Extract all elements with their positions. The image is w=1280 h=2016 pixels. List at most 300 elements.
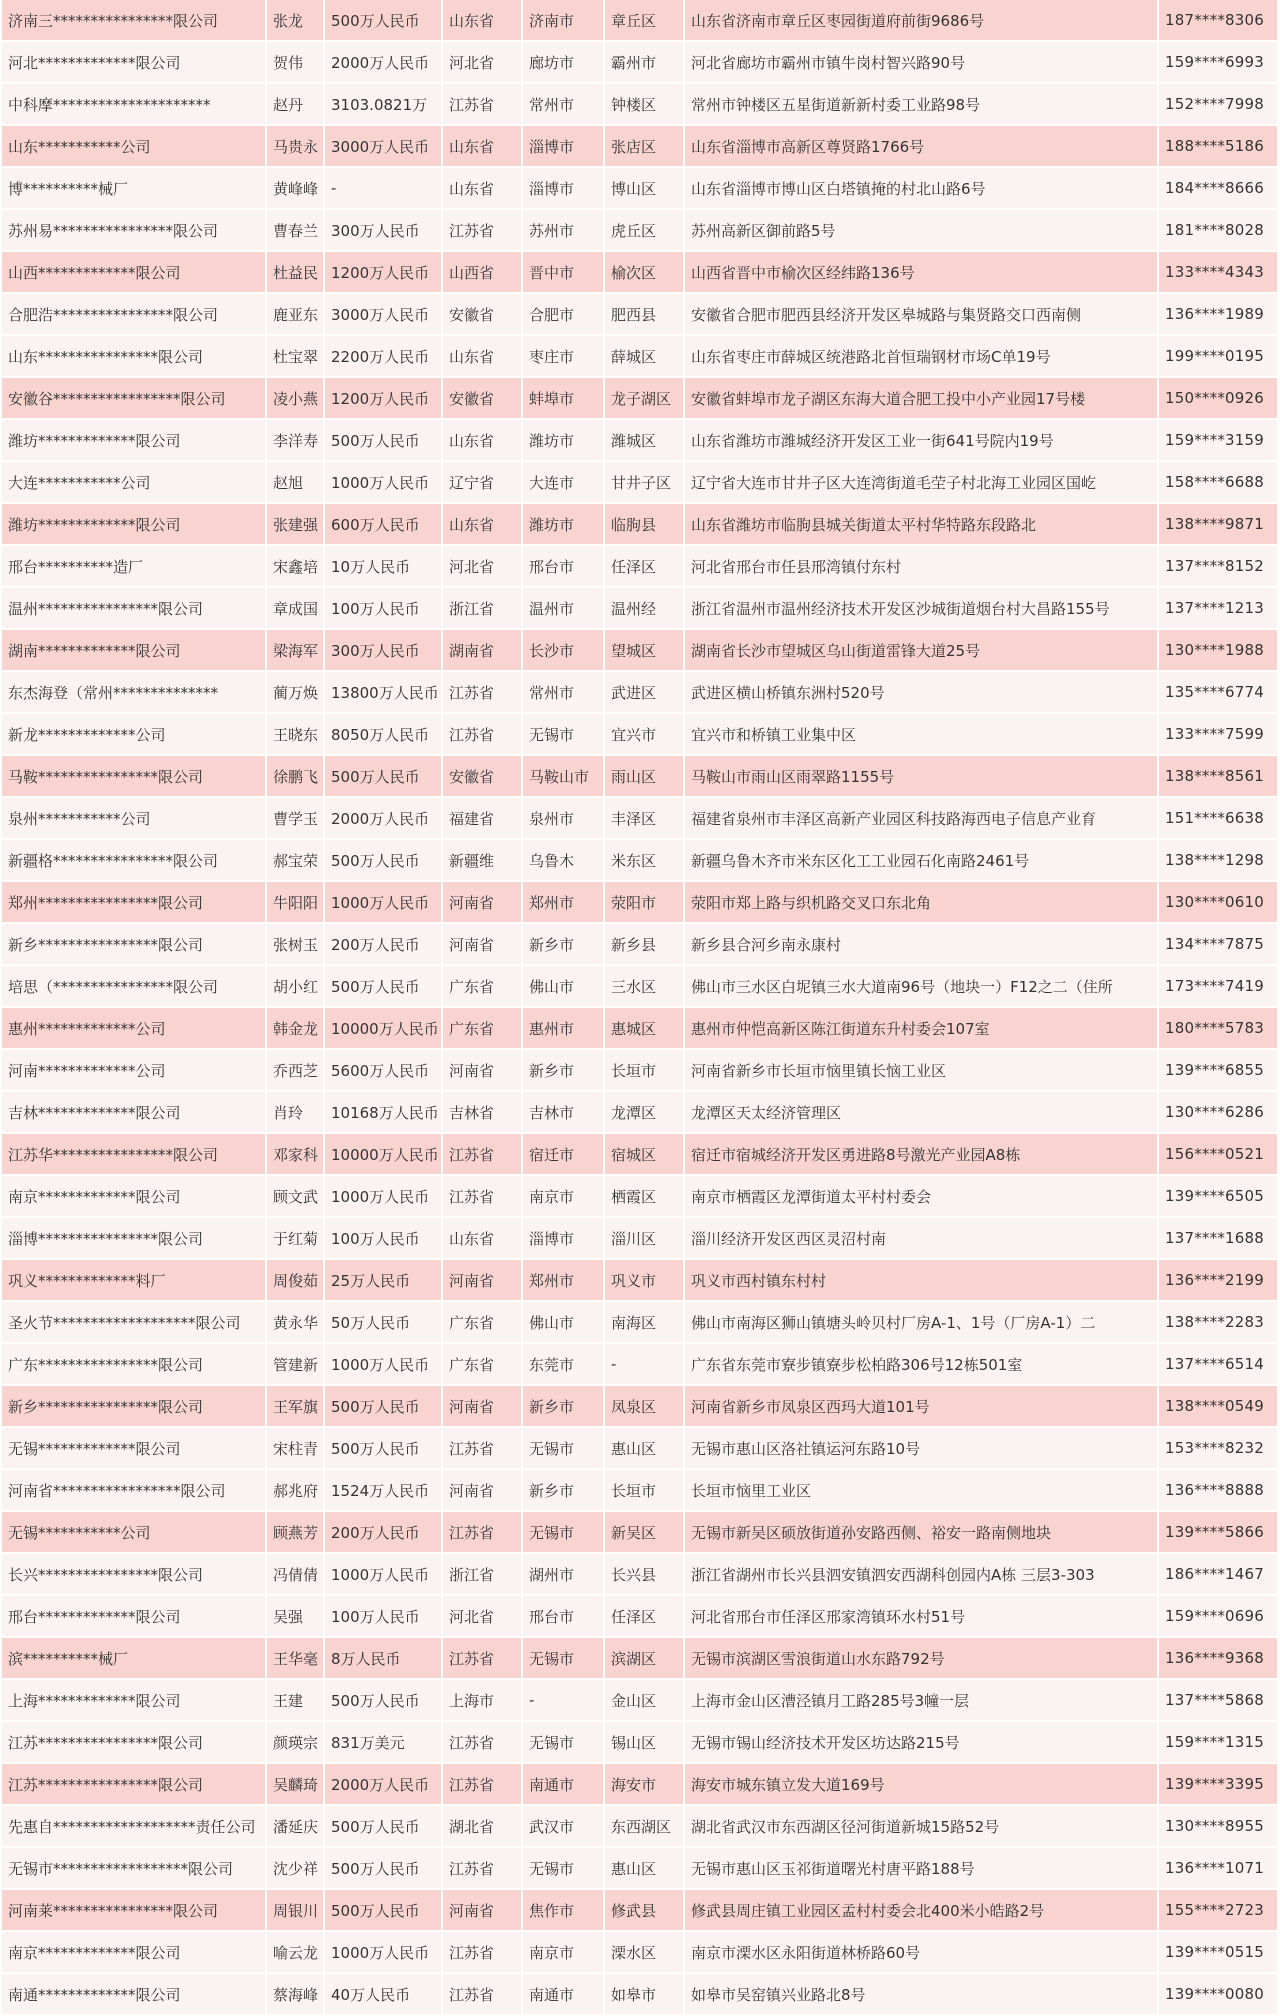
province-cell: 广东省 [442, 1301, 522, 1343]
address-cell: 武进区横山桥镇东洲村520号 [684, 671, 1158, 713]
province-cell: 江苏省 [442, 1637, 522, 1679]
address-cell: 修武县周庄镇工业园区孟村村委会北400米小皓路2号 [684, 1889, 1158, 1931]
province-cell: 河南省 [442, 1259, 522, 1301]
contact-name-cell: 颜瑛宗 [266, 1721, 324, 1763]
province-cell: 河南省 [442, 923, 522, 965]
phone-cell: 136****1989 [1158, 293, 1278, 335]
company-name-cell: 无锡***********公司 [2, 1511, 266, 1553]
company-name-cell: 圣火节*******************限公司 [2, 1301, 266, 1343]
phone-cell: 181****8028 [1158, 209, 1278, 251]
province-cell: 山东省 [442, 167, 522, 209]
registered-capital-cell: 500万人民币 [324, 1805, 442, 1847]
contact-name-cell: 胡小红 [266, 965, 324, 1007]
contact-name-cell: 郝兆府 [266, 1469, 324, 1511]
contact-name-cell: 周银川 [266, 1889, 324, 1931]
address-cell: 山西省晋中市榆次区经纬路136号 [684, 251, 1158, 293]
district-cell: 凤泉区 [604, 1385, 684, 1427]
registered-capital-cell: 3000万人民币 [324, 293, 442, 335]
company-name-cell: 马鞍****************限公司 [2, 755, 266, 797]
address-cell: 无锡市锡山经济技术开发区坊达路215号 [684, 1721, 1158, 1763]
company-name-cell: 江苏****************限公司 [2, 1763, 266, 1805]
phone-cell: 138****2283 [1158, 1301, 1278, 1343]
registered-capital-cell: 300万人民币 [324, 629, 442, 671]
address-cell: 山东省济南市章丘区枣园街道府前街9686号 [684, 0, 1158, 41]
district-cell: 金山区 [604, 1679, 684, 1721]
phone-cell: 136****9368 [1158, 1637, 1278, 1679]
table-row [2, 1217, 1278, 1259]
city-cell: 佛山市 [522, 1301, 604, 1343]
table-row [2, 1301, 1278, 1343]
table-row [2, 881, 1278, 923]
district-cell: 榆次区 [604, 251, 684, 293]
company-name-cell: 中科摩********************* [2, 83, 266, 125]
table-row [2, 251, 1278, 293]
phone-cell: 138****8561 [1158, 755, 1278, 797]
contact-name-cell: 郝宝荣 [266, 839, 324, 881]
company-name-cell: 吉林*************限公司 [2, 1091, 266, 1133]
registered-capital-cell: 500万人民币 [324, 755, 442, 797]
phone-cell: 173****7419 [1158, 965, 1278, 1007]
table-row [2, 1511, 1278, 1553]
province-cell: 江苏省 [442, 1847, 522, 1889]
city-cell: 无锡市 [522, 1511, 604, 1553]
city-cell: 泉州市 [522, 797, 604, 839]
address-cell: 安徽省蚌埠市龙子湖区东海大道合肥工投中小产业园17号楼 [684, 377, 1158, 419]
registered-capital-cell: 8万人民币 [324, 1637, 442, 1679]
city-cell: 长沙市 [522, 629, 604, 671]
city-cell: 乌鲁木 [522, 839, 604, 881]
company-name-cell: 惠州*************公司 [2, 1007, 266, 1049]
phone-cell: 139****0515 [1158, 1931, 1278, 1973]
phone-cell: 136****8888 [1158, 1469, 1278, 1511]
address-cell: 山东省潍坊市临朐县城关街道太平村华特路东段路北 [684, 503, 1158, 545]
address-cell: 龙潭区天太经济管理区 [684, 1091, 1158, 1133]
contact-name-cell: 张树玉 [266, 923, 324, 965]
address-cell: 淄川经济开发区西区灵沼村南 [684, 1217, 1158, 1259]
city-cell: 无锡市 [522, 1721, 604, 1763]
district-cell: 章丘区 [604, 0, 684, 41]
district-cell: 新吴区 [604, 1511, 684, 1553]
registered-capital-cell: 500万人民币 [324, 0, 442, 41]
province-cell: 江苏省 [442, 1427, 522, 1469]
phone-cell: 184****8666 [1158, 167, 1278, 209]
company-name-cell: 广东****************限公司 [2, 1343, 266, 1385]
city-cell: 南通市 [522, 1973, 604, 2015]
district-cell: 宿城区 [604, 1133, 684, 1175]
province-cell: 山西省 [442, 251, 522, 293]
table-row [2, 1805, 1278, 1847]
city-cell: - [522, 1679, 604, 1721]
district-cell: 张店区 [604, 125, 684, 167]
registered-capital-cell: 3000万人民币 [324, 125, 442, 167]
phone-cell: 139****0080 [1158, 1973, 1278, 2015]
city-cell: 东莞市 [522, 1343, 604, 1385]
address-cell: 南京市栖霞区龙潭街道太平村村委会 [684, 1175, 1158, 1217]
address-cell: 湖北省武汉市东西湖区径河街道新城15路52号 [684, 1805, 1158, 1847]
phone-cell: 138****0549 [1158, 1385, 1278, 1427]
phone-cell: 137****8152 [1158, 545, 1278, 587]
city-cell: 合肥市 [522, 293, 604, 335]
registered-capital-cell: 100万人民币 [324, 1595, 442, 1637]
address-cell: 安徽省合肥市肥西县经济开发区皋城路与集贤路交口西南侧 [684, 293, 1158, 335]
company-name-cell: 南京*************限公司 [2, 1175, 266, 1217]
company-name-cell: 先惠自*******************责任公司 [2, 1805, 266, 1847]
registered-capital-cell: 2200万人民币 [324, 335, 442, 377]
address-cell: 浙江省温州市温州经济技术开发区沙城街道烟台村大昌路155号 [684, 587, 1158, 629]
contact-name-cell: 潘延庆 [266, 1805, 324, 1847]
table-row [2, 1637, 1278, 1679]
district-cell: 滨湖区 [604, 1637, 684, 1679]
phone-cell: 152****7998 [1158, 83, 1278, 125]
registered-capital-cell: 100万人民币 [324, 587, 442, 629]
contact-name-cell: 牛阳阳 [266, 881, 324, 923]
province-cell: 安徽省 [442, 293, 522, 335]
city-cell: 焦作市 [522, 1889, 604, 1931]
table-row [2, 1091, 1278, 1133]
district-cell: 三水区 [604, 965, 684, 1007]
registered-capital-cell: 1000万人民币 [324, 1553, 442, 1595]
company-name-cell: 东杰海登（常州************** [2, 671, 266, 713]
province-cell: 上海市 [442, 1679, 522, 1721]
table-row [2, 419, 1278, 461]
phone-cell: 156****0521 [1158, 1133, 1278, 1175]
registered-capital-cell: 100万人民币 [324, 1217, 442, 1259]
district-cell: 南海区 [604, 1301, 684, 1343]
contact-name-cell: 张建强 [266, 503, 324, 545]
province-cell: 江苏省 [442, 1511, 522, 1553]
province-cell: 新疆维 [442, 839, 522, 881]
district-cell: 海安市 [604, 1763, 684, 1805]
contact-name-cell: 王建 [266, 1679, 324, 1721]
province-cell: 江苏省 [442, 671, 522, 713]
contact-name-cell: 于红菊 [266, 1217, 324, 1259]
company-name-cell: 江苏华****************限公司 [2, 1133, 266, 1175]
province-cell: 广东省 [442, 1343, 522, 1385]
address-cell: 宿迁市宿城经济开发区勇进路8号激光产业园A8栋 [684, 1133, 1158, 1175]
province-cell: 河南省 [442, 1469, 522, 1511]
company-name-cell: 上海*************限公司 [2, 1679, 266, 1721]
city-cell: 济南市 [522, 0, 604, 41]
registered-capital-cell: 500万人民币 [324, 1847, 442, 1889]
company-name-cell: 湖南*************限公司 [2, 629, 266, 671]
district-cell: 雨山区 [604, 755, 684, 797]
province-cell: 山东省 [442, 0, 522, 41]
address-cell: 如皋市吴窑镇兴业路北8号 [684, 1973, 1158, 2015]
district-cell: 栖霞区 [604, 1175, 684, 1217]
registered-capital-cell: 1524万人民币 [324, 1469, 442, 1511]
table-row [2, 797, 1278, 839]
table-row [2, 629, 1278, 671]
province-cell: 江苏省 [442, 1931, 522, 1973]
table-row [2, 125, 1278, 167]
company-name-cell: 郑州****************限公司 [2, 881, 266, 923]
address-cell: 常州市钟楼区五星街道新新村委工业路98号 [684, 83, 1158, 125]
contact-name-cell: 曹春兰 [266, 209, 324, 251]
table-row [2, 1049, 1278, 1091]
registered-capital-cell: 500万人民币 [324, 419, 442, 461]
phone-cell: 130****0610 [1158, 881, 1278, 923]
province-cell: 江苏省 [442, 1763, 522, 1805]
district-cell: 任泽区 [604, 1595, 684, 1637]
registered-capital-cell: 40万人民币 [324, 1973, 442, 2015]
company-name-cell: 山东***********公司 [2, 125, 266, 167]
registered-capital-cell: 1000万人民币 [324, 881, 442, 923]
district-cell: 长兴县 [604, 1553, 684, 1595]
phone-cell: 199****0195 [1158, 335, 1278, 377]
phone-cell: 139****3395 [1158, 1763, 1278, 1805]
contact-name-cell: 杜益民 [266, 251, 324, 293]
district-cell: 米东区 [604, 839, 684, 881]
contact-name-cell: 蔺万焕 [266, 671, 324, 713]
phone-cell: 159****3159 [1158, 419, 1278, 461]
city-cell: 武汉市 [522, 1805, 604, 1847]
phone-cell: 188****5186 [1158, 125, 1278, 167]
contact-name-cell: 吴麟琦 [266, 1763, 324, 1805]
city-cell: 晋中市 [522, 251, 604, 293]
city-cell: 淄博市 [522, 1217, 604, 1259]
table-row [2, 713, 1278, 755]
address-cell: 无锡市惠山区玉祁街道曙光村唐平路188号 [684, 1847, 1158, 1889]
province-cell: 河南省 [442, 1385, 522, 1427]
province-cell: 江苏省 [442, 1973, 522, 2015]
address-cell: 新乡县合河乡南永康村 [684, 923, 1158, 965]
contact-name-cell: 李洋寿 [266, 419, 324, 461]
address-cell: 山东省潍坊市潍城经济开发区工业一街641号院内19号 [684, 419, 1158, 461]
registered-capital-cell: 200万人民币 [324, 923, 442, 965]
city-cell: 宿迁市 [522, 1133, 604, 1175]
company-name-cell: 邢台**********造厂 [2, 545, 266, 587]
phone-cell: 137****1688 [1158, 1217, 1278, 1259]
district-cell: 温州经 [604, 587, 684, 629]
address-cell: 河南省新乡市凤泉区西玛大道101号 [684, 1385, 1158, 1427]
registered-capital-cell: 500万人民币 [324, 839, 442, 881]
company-name-cell: 济南三****************限公司 [2, 0, 266, 41]
registered-capital-cell: 500万人民币 [324, 965, 442, 1007]
registered-capital-cell: 25万人民币 [324, 1259, 442, 1301]
company-name-cell: 南京*************限公司 [2, 1931, 266, 1973]
district-cell: 临朐县 [604, 503, 684, 545]
contact-name-cell: 黄峰峰 [266, 167, 324, 209]
district-cell: 惠山区 [604, 1427, 684, 1469]
table-row [2, 1595, 1278, 1637]
table-row [2, 293, 1278, 335]
phone-cell: 159****0696 [1158, 1595, 1278, 1637]
province-cell: 山东省 [442, 125, 522, 167]
contact-name-cell: 曹学玉 [266, 797, 324, 839]
table-row [2, 503, 1278, 545]
company-name-cell: 苏州易****************限公司 [2, 209, 266, 251]
province-cell: 江苏省 [442, 713, 522, 755]
contact-name-cell: 顾燕芳 [266, 1511, 324, 1553]
district-cell: 长垣市 [604, 1469, 684, 1511]
district-cell: 博山区 [604, 167, 684, 209]
city-cell: 大连市 [522, 461, 604, 503]
company-name-cell: 巩义*************料厂 [2, 1259, 266, 1301]
district-cell: 东西湖区 [604, 1805, 684, 1847]
registered-capital-cell: 500万人民币 [324, 1679, 442, 1721]
company-name-cell: 长兴****************限公司 [2, 1553, 266, 1595]
province-cell: 江苏省 [442, 1133, 522, 1175]
company-name-cell: 新乡****************限公司 [2, 1385, 266, 1427]
address-cell: 海安市城东镇立发大道169号 [684, 1763, 1158, 1805]
contact-name-cell: 贺伟 [266, 41, 324, 83]
table-row [2, 1847, 1278, 1889]
contact-name-cell: 肖玲 [266, 1091, 324, 1133]
address-cell: 山东省淄博市博山区白塔镇掩的村北山路6号 [684, 167, 1158, 209]
phone-cell: 159****1315 [1158, 1721, 1278, 1763]
company-name-cell: 河南莱****************限公司 [2, 1889, 266, 1931]
contact-name-cell: 凌小燕 [266, 377, 324, 419]
table-row [2, 965, 1278, 1007]
city-cell: 温州市 [522, 587, 604, 629]
phone-cell: 155****2723 [1158, 1889, 1278, 1931]
phone-cell: 158****6688 [1158, 461, 1278, 503]
company-name-cell: 大连***********公司 [2, 461, 266, 503]
province-cell: 湖南省 [442, 629, 522, 671]
contact-name-cell: 蔡海峰 [266, 1973, 324, 2015]
phone-cell: 130****6286 [1158, 1091, 1278, 1133]
province-cell: 河北省 [442, 545, 522, 587]
city-cell: 郑州市 [522, 1259, 604, 1301]
contact-name-cell: 赵丹 [266, 83, 324, 125]
phone-cell: 130****1988 [1158, 629, 1278, 671]
address-cell: 苏州高新区御前路5号 [684, 209, 1158, 251]
company-name-cell: 合肥浩****************限公司 [2, 293, 266, 335]
contact-name-cell: 梁海军 [266, 629, 324, 671]
contact-name-cell: 章成国 [266, 587, 324, 629]
province-cell: 河南省 [442, 1049, 522, 1091]
contact-name-cell: 王华毫 [266, 1637, 324, 1679]
city-cell: 马鞍山市 [522, 755, 604, 797]
contact-name-cell: 王军旗 [266, 1385, 324, 1427]
province-cell: 山东省 [442, 335, 522, 377]
city-cell: 佛山市 [522, 965, 604, 1007]
phone-cell: 133****4343 [1158, 251, 1278, 293]
city-cell: 新乡市 [522, 923, 604, 965]
province-cell: 浙江省 [442, 587, 522, 629]
phone-cell: 135****6774 [1158, 671, 1278, 713]
city-cell: 淄博市 [522, 167, 604, 209]
district-cell: 如皋市 [604, 1973, 684, 2015]
registered-capital-cell: 10000万人民币 [324, 1007, 442, 1049]
registered-capital-cell: 500万人民币 [324, 1427, 442, 1469]
address-cell: 河北省邢台市任泽区邢家湾镇环水村51号 [684, 1595, 1158, 1637]
phone-cell: 153****8232 [1158, 1427, 1278, 1469]
company-name-cell: 新疆格****************限公司 [2, 839, 266, 881]
table-body [2, 0, 1278, 2015]
registered-capital-cell: 600万人民币 [324, 503, 442, 545]
address-cell: 福建省泉州市丰泽区高新产业园区科技路海西电子信息产业育 [684, 797, 1158, 839]
city-cell: 常州市 [522, 671, 604, 713]
contact-name-cell: 沈少祥 [266, 1847, 324, 1889]
city-cell: 蚌埠市 [522, 377, 604, 419]
contact-name-cell: 邓家科 [266, 1133, 324, 1175]
registered-capital-cell: 500万人民币 [324, 1889, 442, 1931]
city-cell: 湖州市 [522, 1553, 604, 1595]
district-cell: - [604, 1343, 684, 1385]
province-cell: 河北省 [442, 1595, 522, 1637]
phone-cell: 136****1071 [1158, 1847, 1278, 1889]
district-cell: 龙潭区 [604, 1091, 684, 1133]
table-row [2, 41, 1278, 83]
phone-cell: 138****1298 [1158, 839, 1278, 881]
province-cell: 吉林省 [442, 1091, 522, 1133]
city-cell: 无锡市 [522, 1427, 604, 1469]
registered-capital-cell: 500万人民币 [324, 1385, 442, 1427]
address-cell: 河北省廊坊市霸州市镇牛岗村智兴路90号 [684, 41, 1158, 83]
city-cell: 南京市 [522, 1931, 604, 1973]
district-cell: 丰泽区 [604, 797, 684, 839]
table-row [2, 1385, 1278, 1427]
district-cell: 荥阳市 [604, 881, 684, 923]
phone-cell: 130****8955 [1158, 1805, 1278, 1847]
province-cell: 广东省 [442, 965, 522, 1007]
phone-cell: 133****7599 [1158, 713, 1278, 755]
city-cell: 惠州市 [522, 1007, 604, 1049]
contact-name-cell: 顾文武 [266, 1175, 324, 1217]
address-cell: 无锡市惠山区洛社镇运河东路10号 [684, 1427, 1158, 1469]
company-table [2, 0, 1279, 2016]
province-cell: 江苏省 [442, 1721, 522, 1763]
address-cell: 长垣市恼里工业区 [684, 1469, 1158, 1511]
province-cell: 江苏省 [442, 209, 522, 251]
province-cell: 山东省 [442, 419, 522, 461]
phone-cell: 139****6855 [1158, 1049, 1278, 1091]
address-cell: 惠州市仲恺高新区陈江街道东升村委会107室 [684, 1007, 1158, 1049]
table-row [2, 1259, 1278, 1301]
company-name-cell: 新乡****************限公司 [2, 923, 266, 965]
city-cell: 邢台市 [522, 545, 604, 587]
district-cell: 新乡县 [604, 923, 684, 965]
city-cell: 苏州市 [522, 209, 604, 251]
registered-capital-cell: 50万人民币 [324, 1301, 442, 1343]
province-cell: 辽宁省 [442, 461, 522, 503]
company-name-cell: 滨**********械厂 [2, 1637, 266, 1679]
company-name-cell: 潍坊*************限公司 [2, 419, 266, 461]
company-name-cell: 新龙*************公司 [2, 713, 266, 755]
registered-capital-cell: 8050万人民币 [324, 713, 442, 755]
table-row [2, 1721, 1278, 1763]
company-name-cell: 河北*************限公司 [2, 41, 266, 83]
province-cell: 山东省 [442, 1217, 522, 1259]
address-cell: 无锡市滨湖区雪浪街道山水东路792号 [684, 1637, 1158, 1679]
contact-name-cell: 吴强 [266, 1595, 324, 1637]
city-cell: 吉林市 [522, 1091, 604, 1133]
company-name-cell: 温州****************限公司 [2, 587, 266, 629]
company-name-cell: 河南省*****************限公司 [2, 1469, 266, 1511]
table-row [2, 545, 1278, 587]
registered-capital-cell: 1000万人民币 [324, 1175, 442, 1217]
address-cell: 上海市金山区漕泾镇月工路285号3幢一层 [684, 1679, 1158, 1721]
district-cell: 修武县 [604, 1889, 684, 1931]
table-row [2, 83, 1278, 125]
city-cell: 潍坊市 [522, 503, 604, 545]
district-cell: 巩义市 [604, 1259, 684, 1301]
address-cell: 荥阳市郑上路与织机路交叉口东北角 [684, 881, 1158, 923]
city-cell: 无锡市 [522, 1637, 604, 1679]
contact-name-cell: 黄永华 [266, 1301, 324, 1343]
company-name-cell: 南通*************限公司 [2, 1973, 266, 2015]
contact-name-cell: 喻云龙 [266, 1931, 324, 1973]
district-cell: 宜兴市 [604, 713, 684, 755]
city-cell: 郑州市 [522, 881, 604, 923]
registered-capital-cell: 5600万人民币 [324, 1049, 442, 1091]
registered-capital-cell: 10000万人民币 [324, 1133, 442, 1175]
phone-cell: 136****2199 [1158, 1259, 1278, 1301]
province-cell: 河北省 [442, 41, 522, 83]
city-cell: 南通市 [522, 1763, 604, 1805]
phone-cell: 137****1213 [1158, 587, 1278, 629]
